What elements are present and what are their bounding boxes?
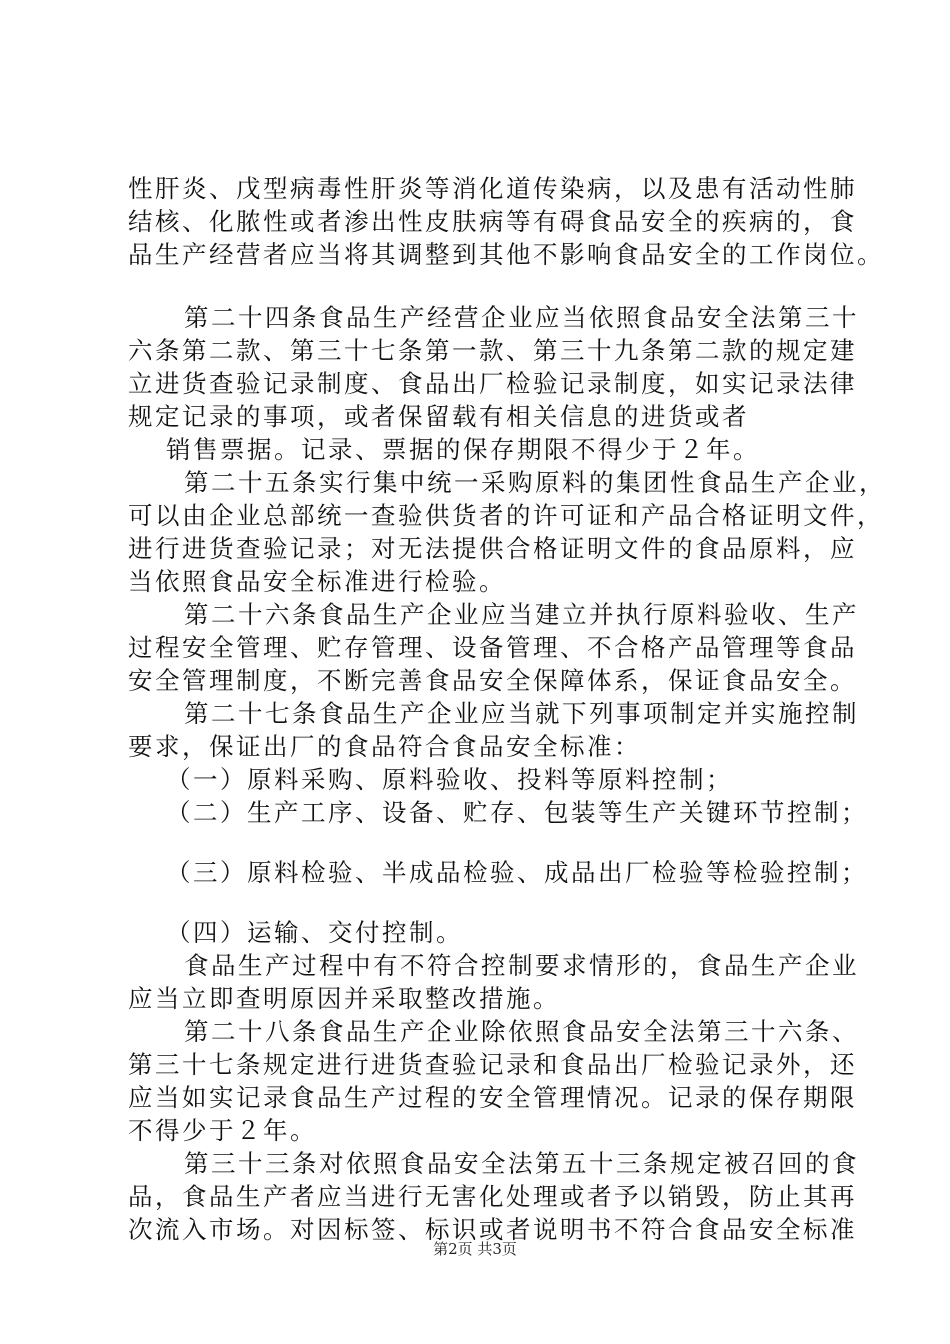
text-line: 性肝炎、戊型病毒性肝炎等消化道传染病，以及患有活动性肺 — [128, 174, 857, 203]
text-line: 食品生产过程中有不符合控制要求情形的，食品生产企业 — [184, 951, 859, 980]
page-number-footer: 第2页 共3页 — [433, 1240, 517, 1258]
text-line: 第三十七条规定进行进货查验记录和食品出厂检验记录外，还 — [128, 1050, 857, 1079]
list-item: （四）运输、交付控制。 — [166, 918, 463, 947]
paragraph-article-33 — [128, 1147, 859, 1246]
text-line: 进行进货查验记录；对无法提供合格证明文件的食品原料，应 — [128, 534, 857, 563]
text-line: 第三十三条对依照食品安全法第五十三条规定被召回的食 — [184, 1149, 859, 1178]
text-line: 安全管理制度，不断完善食品安全保障体系，保证食品安全。 — [128, 666, 857, 695]
text-line: 应当立即查明原因并采取整改措施。 — [128, 984, 560, 1013]
paragraph-article-24 — [128, 301, 859, 466]
text-line: 应当如实记录食品生产过程的安全管理情况。记录的保存期限 — [128, 1083, 857, 1112]
text-line: 六条第二款、第三十七条第一款、第三十九条第二款的规定建 — [128, 336, 857, 365]
text-line: 第二十四条食品生产经营企业应当依照食品安全法第三十 — [184, 303, 859, 332]
text-line: 规定记录的事项，或者保留载有相关信息的进货或者 — [128, 402, 749, 431]
list-item: （三）原料检验、半成品检验、成品出厂检验等检验控制； — [166, 858, 868, 887]
text-line: 当依照食品安全标准进行检验。 — [128, 567, 506, 596]
text-line: 不得少于２年。 — [128, 1116, 317, 1145]
paragraph-article-27 — [128, 697, 868, 949]
paragraph-article-28 — [128, 1015, 859, 1147]
text-line: 结核、化脓性或者渗出性皮肤病等有碍食品安全的疾病的，食 — [128, 207, 857, 236]
text-line: 第二十七条食品生产企业应当就下列事项制定并实施控制 — [184, 699, 859, 728]
text-line: 可以由企业总部统一查验供货者的许可证和产品合格证明文件， — [128, 501, 884, 530]
text-line: 第二十八条食品生产企业除依照食品安全法第三十六条、 — [184, 1017, 859, 1046]
list-item: （一）原料采购、原料验收、投料等原料控制； — [166, 765, 733, 794]
text-line: 要求，保证出厂的食品符合食品安全标准： — [128, 732, 641, 761]
text-line: 第二十六条食品生产企业应当建立并执行原料验收、生产 — [184, 600, 859, 629]
text-line: 品生产经营者应当将其调整到其他不影响食品安全的工作岗位。 — [128, 240, 884, 269]
paragraph-1 — [128, 172, 884, 271]
document-body — [128, 172, 886, 1246]
text-line: 品，食品生产者应当进行无害化处理或者予以销毁，防止其再 — [128, 1182, 857, 1211]
list-item: （二）生产工序、设备、贮存、包装等生产关键环节控制； — [166, 798, 868, 827]
text-line: 次流入市场。对因标签、标识或者说明书不符合食品安全标准 — [128, 1215, 857, 1244]
paragraph-article-25 — [128, 466, 886, 598]
paragraph-article-26 — [128, 598, 859, 697]
text-line: 过程安全管理、贮存管理、设备管理、不合格产品管理等食品 — [128, 633, 857, 662]
text-line: 立进货查验记录制度、食品出厂检验记录制度，如实记录法律 — [128, 369, 857, 398]
text-line: 销售票据。记录、票据的保存期限不得少于２年。 — [166, 435, 760, 464]
text-line: 第二十五条实行集中统一采购原料的集团性食品生产企业， — [184, 468, 886, 497]
paragraph-control — [128, 949, 859, 1015]
